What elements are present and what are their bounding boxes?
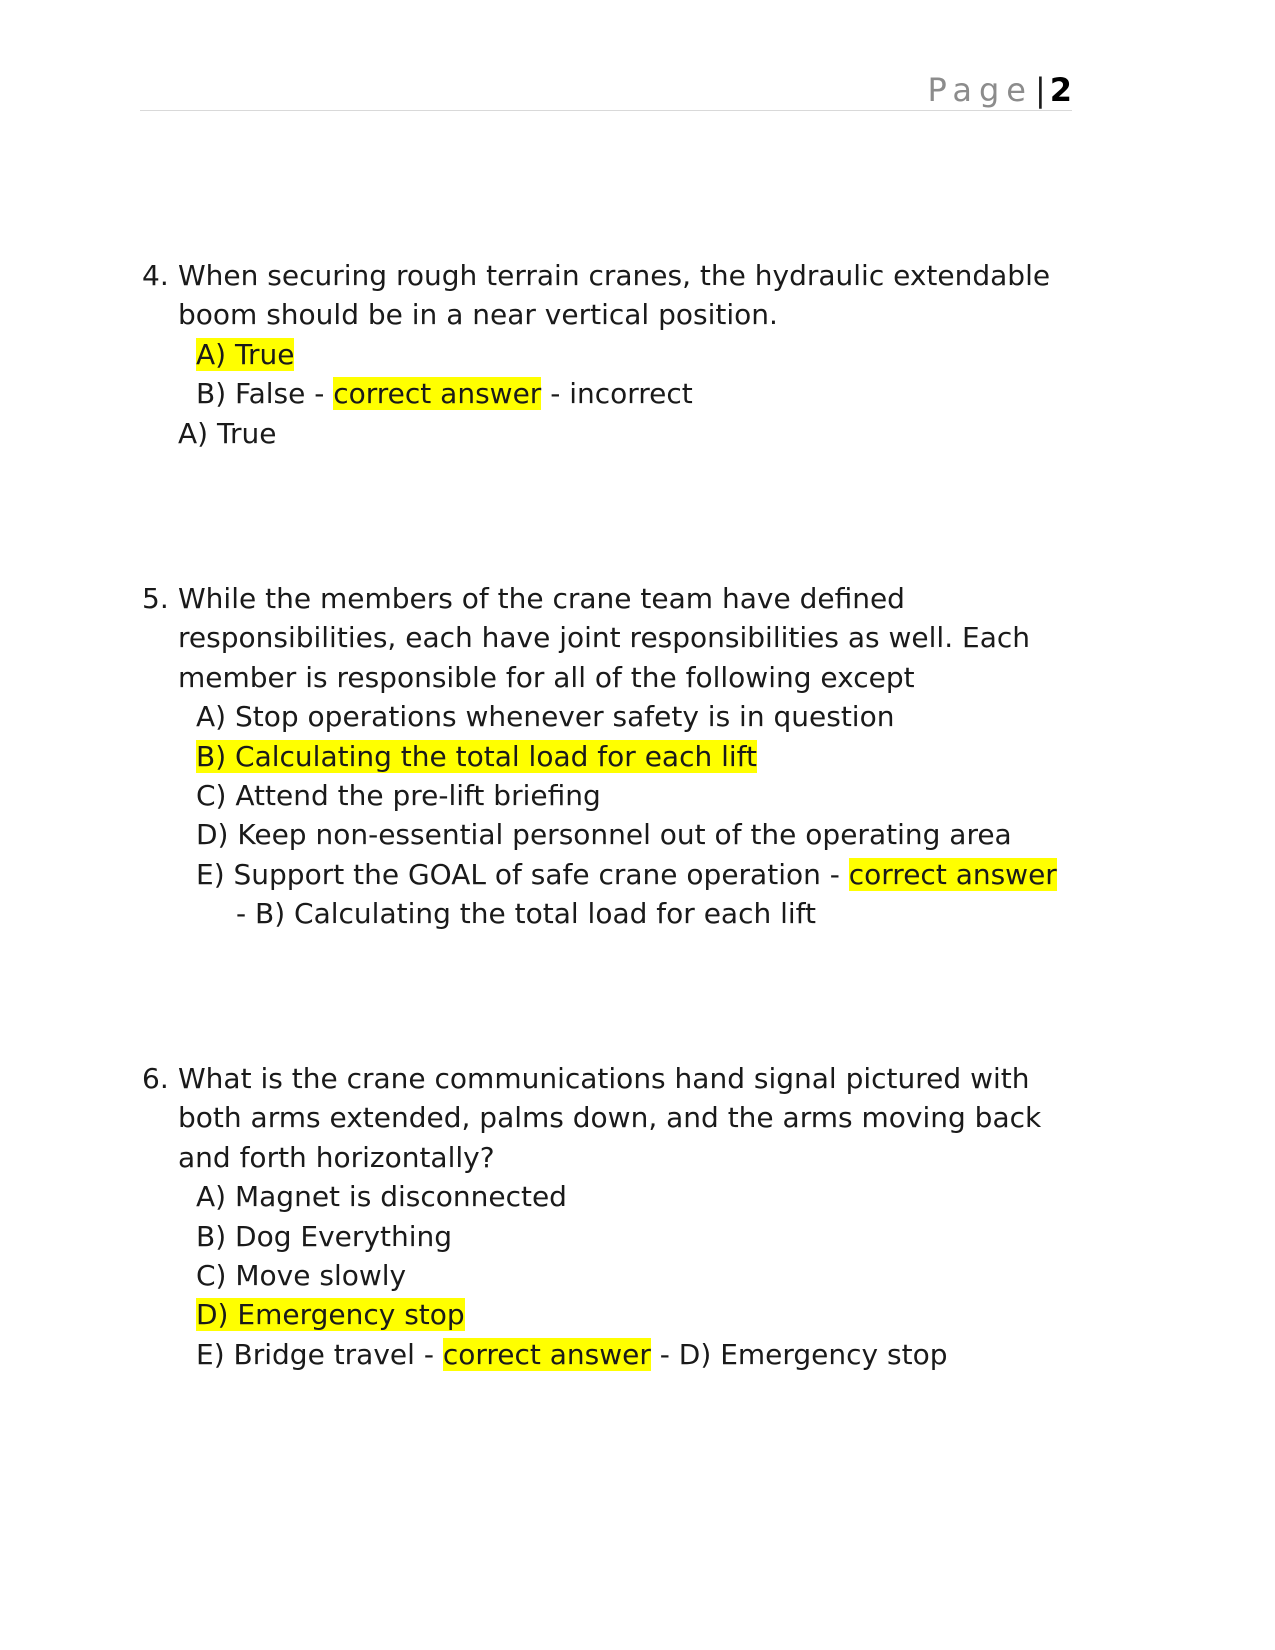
option-b: B) Dog Everything: [196, 1219, 452, 1253]
highlighted-option: D) Emergency stop: [196, 1298, 465, 1332]
option-d: [196, 1295, 1082, 1334]
question-number: 5.: [142, 582, 169, 615]
option-d: D) Keep non-essential personnel out of the operating area: [196, 818, 1012, 852]
question-6: [142, 1059, 1082, 1374]
option-e: [196, 855, 1082, 894]
option-b: [196, 737, 1082, 776]
option-e-label: E) Bridge travel -: [196, 1337, 443, 1371]
question-text-line: responsibilities, each have joint responsibilities as well. Each: [178, 621, 1030, 655]
option-e-label: E) Support the GOAL of safe crane operation -: [196, 857, 849, 891]
question-number: 4.: [142, 259, 169, 292]
option-c: C) Attend the pre-lift briefing: [196, 779, 601, 813]
answer-line: A) True: [178, 416, 277, 450]
page-header: [140, 66, 1072, 111]
question-text-line: While the members of the crane team have defined: [178, 582, 905, 615]
question-text-line: and forth horizontally?: [178, 1140, 495, 1174]
page-separator: |: [1034, 71, 1046, 109]
page-word: Page: [927, 71, 1033, 109]
option-e: [196, 1335, 1082, 1374]
question-4: [142, 256, 1082, 453]
page-indicator: [927, 72, 1072, 108]
correct-answer-label: correct answer: [333, 377, 542, 411]
page-number: 2: [1049, 71, 1072, 109]
option-b-label: B) False -: [196, 377, 334, 411]
answer-continuation: - B) Calculating the total load for each lift: [236, 897, 817, 931]
option-c: C) Move slowly: [196, 1259, 407, 1293]
highlighted-option: B) Calculating the total load for each lift: [196, 739, 758, 773]
option-a: [196, 335, 1082, 374]
question-text-line: boom should be in a near vertical position.: [178, 298, 778, 332]
question-number: 6.: [142, 1062, 169, 1095]
correct-answer-label: correct answer: [442, 1337, 651, 1371]
answer-suffix: - incorrect: [541, 377, 693, 411]
question-text-line: When securing rough terrain cranes, the hydraulic extendable: [178, 259, 1051, 292]
option-a: A) Magnet is disconnected: [196, 1180, 567, 1214]
question-5: [142, 579, 1082, 934]
question-text-line: What is the crane communications hand signal pictured with: [178, 1062, 1030, 1095]
option-b: [196, 374, 1082, 413]
question-text-line: member is responsible for all of the following except: [178, 660, 915, 694]
correct-answer-label: correct answer: [848, 857, 1057, 891]
highlighted-option: A) True: [196, 337, 295, 371]
answer-suffix: - D) Emergency stop: [650, 1337, 948, 1371]
question-text-line: both arms extended, palms down, and the arms moving back: [178, 1101, 1042, 1135]
option-a: A) Stop operations whenever safety is in question: [196, 700, 895, 734]
